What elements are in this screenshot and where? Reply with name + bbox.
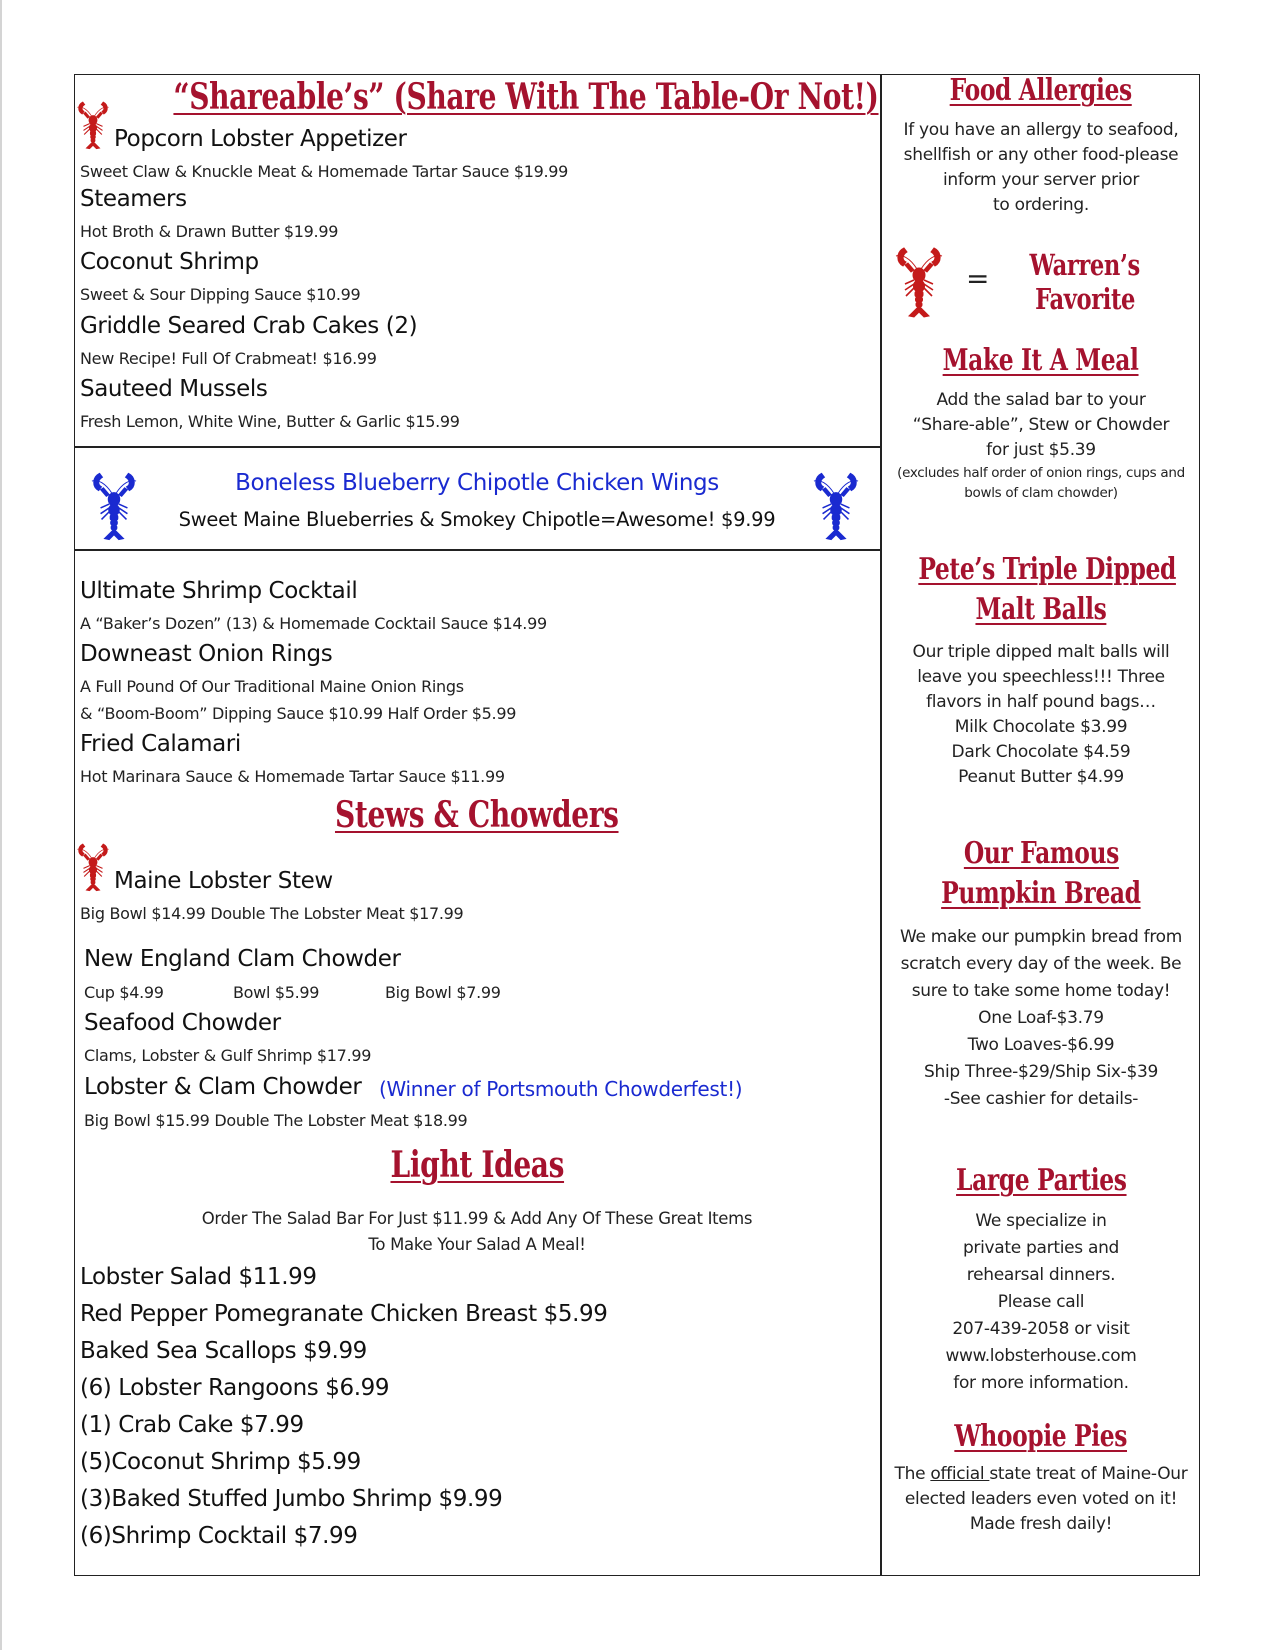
legend-equals: = [966, 262, 990, 295]
item-name: Griddle Seared Crab Cakes (2) [80, 313, 418, 339]
malt-line: leave you speechless!!! Three [917, 667, 1165, 687]
light-item: (6)Shrimp Cocktail $7.99 [80, 1523, 358, 1549]
meal-line: “Share-able”, Stew or Chowder [912, 415, 1170, 435]
price-big-bowl: Big Bowl $7.99 [385, 983, 501, 1002]
allergies-line: If you have an allergy to seafood, [903, 120, 1179, 140]
item-name: Ultimate Shrimp Cocktail [80, 578, 358, 604]
whoopie-text: state treat of Maine-Our [989, 1464, 1188, 1484]
malt-title: Pete’s Triple Dipped [918, 552, 1176, 587]
light-intro: To Make Your Salad A Meal! [368, 1235, 586, 1254]
whoopie-text: The [894, 1464, 931, 1484]
whoopie-section [882, 1419, 1200, 1537]
item-name: Sauteed Mussels [80, 376, 268, 402]
malt-price: Peanut Butter $4.99 [958, 767, 1124, 787]
light-item: (6) Lobster Rangoons $6.99 [80, 1375, 390, 1401]
lobster-icon [894, 243, 944, 321]
pumpkin-price: Ship Three-$29/Ship Six-$39 [923, 1062, 1159, 1082]
whoopie-line: Made fresh daily! [969, 1514, 1113, 1534]
item-description: A “Baker’s Dozen” (13) & Homemade Cocktail Sauce $14.99 [80, 614, 547, 633]
page-edge [0, 0, 2, 1650]
pumpkin-title: Pumpkin Bread [941, 876, 1141, 911]
allergies-section [882, 73, 1200, 218]
section-divider [74, 549, 880, 551]
award-note: (Winner of Portsmouth Chowderfest!) [379, 1077, 743, 1101]
wings-name: Boneless Blueberry Chipotle Chicken Wings [235, 470, 719, 496]
pumpkin-title: Our Famous [963, 836, 1119, 871]
light-item: Lobster Salad $11.99 [80, 1264, 317, 1290]
malt-line: Our triple dipped malt balls will [912, 642, 1170, 662]
light-item: Baked Sea Scallops $9.99 [80, 1338, 367, 1364]
stews-title: Stews & Chowders [335, 794, 619, 836]
shareables-title-wrap [74, 76, 880, 118]
item-name: Steamers [80, 186, 187, 212]
item-description: & “Boom-Boom” Dipping Sauce $10.99 Half Order $5.99 [80, 704, 517, 723]
malt-title: Malt Balls [975, 592, 1107, 627]
whoopie-line: elected leaders even voted on it! [904, 1489, 1178, 1509]
light-item: Red Pepper Pomegranate Chicken Breast $5.99 [80, 1301, 608, 1327]
malt-price: Dark Chocolate $4.59 [951, 742, 1131, 762]
wings-name-wrap [74, 470, 880, 496]
light-intro-wrap [74, 1209, 880, 1228]
item-name: Fried Calamari [80, 731, 241, 757]
light-intro: Order The Salad Bar For Just $11.99 & Add Any Of These Great Items [201, 1209, 753, 1228]
parties-phone: 207-439-2058 or visit [952, 1319, 1130, 1339]
malt-price: Milk Chocolate $3.99 [954, 717, 1128, 737]
whoopie-line [882, 1462, 1200, 1487]
light-ideas-title-wrap [74, 1144, 880, 1186]
allergies-line: inform your server prior [942, 170, 1140, 190]
legend-label-line: Favorite [1035, 282, 1135, 316]
pumpkin-line: We make our pumpkin bread from [899, 927, 1183, 947]
pumpkin-price: Two Loaves-$6.99 [967, 1035, 1115, 1055]
item-description: Big Bowl $14.99 Double The Lobster Meat $17.99 [80, 904, 464, 923]
item-description: Hot Marinara Sauce & Homemade Tartar Sauce $11.99 [80, 767, 505, 786]
pumpkin-line: scratch every day of the week. Be [900, 954, 1182, 974]
parties-line: private parties and [962, 1238, 1120, 1258]
meal-line: for just $5.39 [986, 440, 1096, 460]
wings-desc-wrap [74, 508, 880, 531]
meal-line: Add the salad bar to your [936, 390, 1146, 410]
item-description: Sweet Claw & Knuckle Meat & Homemade Tartar Sauce $19.99 [80, 162, 569, 181]
item-description: A Full Pound Of Our Traditional Maine Onion Rings [80, 677, 464, 696]
shareables-title: “Shareable’s” (Share With The Table-Or Not!) [173, 76, 879, 118]
light-intro-wrap [74, 1235, 880, 1254]
meal-title: Make It A Meal [943, 343, 1139, 378]
price-bowl: Bowl $5.99 [233, 983, 320, 1002]
pumpkin-line: sure to take some home today! [911, 981, 1171, 1001]
lobster-icon [76, 98, 110, 152]
item-name: Maine Lobster Stew [114, 868, 333, 894]
parties-line: for more information. [953, 1373, 1129, 1393]
parties-line: rehearsal dinners. [966, 1265, 1116, 1285]
legend-label-line: Warren’s [1029, 248, 1141, 282]
pumpkin-section [882, 836, 1200, 1113]
parties-line: Please call [997, 1292, 1085, 1312]
parties-line: We specialize in [975, 1211, 1107, 1231]
legend-label [1000, 248, 1170, 316]
meal-note: bowls of clam chowder) [964, 485, 1118, 501]
item-name: Lobster & Clam Chowder [84, 1074, 362, 1100]
wings-description: Sweet Maine Blueberries & Smokey Chipotle=Awesome! $9.99 [178, 508, 776, 531]
parties-section [882, 1163, 1200, 1397]
item-description: Big Bowl $15.99 Double The Lobster Meat $18.99 [84, 1111, 468, 1130]
light-item: (5)Coconut Shrimp $5.99 [80, 1449, 361, 1475]
malt-line: flavors in half pound bags… [926, 692, 1156, 712]
item-description: Fresh Lemon, White Wine, Butter & Garlic $15.99 [80, 412, 460, 431]
section-divider [74, 446, 880, 448]
parties-website: www.lobsterhouse.com [945, 1346, 1137, 1366]
item-name: New England Clam Chowder [84, 946, 401, 972]
item-name: Seafood Chowder [84, 1010, 281, 1036]
stews-title-wrap [74, 794, 880, 836]
light-item: (1) Crab Cake $7.99 [80, 1412, 304, 1438]
item-name: Downeast Onion Rings [80, 641, 333, 667]
price-cup: Cup $4.99 [84, 983, 164, 1002]
light-item: (3)Baked Stuffed Jumbo Shrimp $9.99 [80, 1486, 503, 1512]
item-description: New Recipe! Full Of Crabmeat! $16.99 [80, 349, 377, 368]
meal-section [882, 343, 1200, 503]
allergies-line: shellfish or any other food-please [903, 145, 1179, 165]
allergies-title: Food Allergies [949, 73, 1133, 108]
pumpkin-price: One Loaf-$3.79 [978, 1008, 1104, 1028]
light-ideas-title: Light Ideas [390, 1144, 564, 1186]
item-name: Coconut Shrimp [80, 249, 259, 275]
item-description: Hot Broth & Drawn Butter $19.99 [80, 222, 339, 241]
item-description: Clams, Lobster & Gulf Shrimp $17.99 [84, 1046, 372, 1065]
parties-title: Large Parties [955, 1163, 1127, 1198]
lobster-icon [76, 840, 110, 894]
allergies-line: to ordering. [993, 195, 1089, 215]
meal-note: (excludes half order of onion rings, cups and [897, 465, 1185, 481]
item-name: Popcorn Lobster Appetizer [114, 126, 407, 152]
item-description: Sweet & Sour Dipping Sauce $10.99 [80, 285, 361, 304]
whoopie-official: official [930, 1464, 990, 1484]
pumpkin-note: -See cashier for details- [943, 1089, 1139, 1109]
whoopie-title: Whoopie Pies [954, 1419, 1128, 1454]
malt-section [882, 552, 1200, 790]
